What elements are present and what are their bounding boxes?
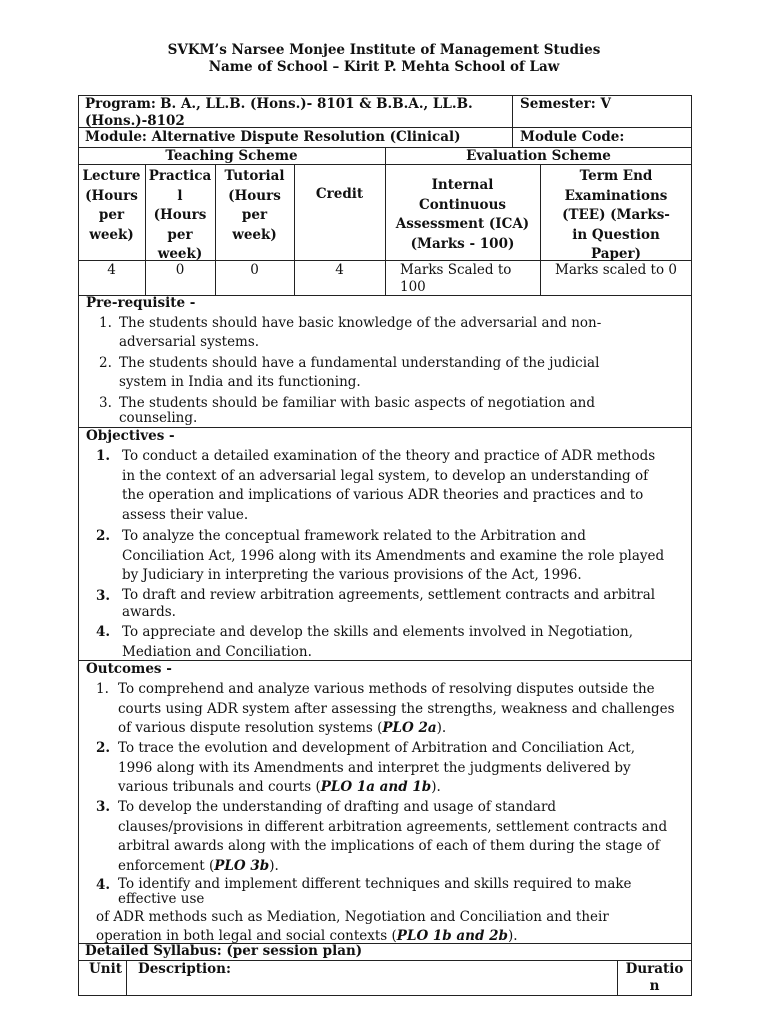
module-value: Alternative Dispute Resolution (Clinical) bbox=[151, 129, 461, 145]
ica-header: Internal Continuous Assessment (ICA) (Marks - 100) bbox=[395, 177, 530, 252]
list-item: 2. To trace the evolution and development of Arbitration and Conciliation Act, 1996 along with its Amendments and interpret the judgments delivered by various tribunals and courts (PLO 1a and 1b). bbox=[96, 740, 636, 796]
plo-tag: PLO 2a bbox=[382, 720, 437, 737]
plo-tag: PLO 3b bbox=[214, 857, 270, 874]
prerequisite-title: Pre-requisite - bbox=[86, 295, 196, 311]
module-code-label: Module Code: bbox=[520, 129, 625, 145]
practical-header: Practica l (Hours per week) bbox=[148, 168, 212, 262]
semester-cell bbox=[520, 96, 611, 113]
objectives-title: Objectives - bbox=[86, 428, 175, 444]
lecture-value: 4 bbox=[107, 262, 116, 278]
list-item: 3. To develop the understanding of drafting and usage of standard clauses/provisions in different arbitration agreements, settlement contracts and arbitral awards along with the implications of each of them during the stage of enforcement (PLO 3b). bbox=[96, 799, 668, 874]
institute-name: SVKM’s Narsee Monjee Institute of Management Studies bbox=[167, 42, 601, 58]
list-item: 2. To analyze the conceptual framework related to the Arbitration and Conciliation Act, 1996 along with its Amendments and examine the role played by Judiciary in interpreting the various provisions of the Act, 1996. bbox=[96, 528, 665, 584]
tee-value: Marks scaled to 0 bbox=[555, 262, 677, 278]
unit-header: Unit bbox=[89, 961, 122, 977]
module-cell bbox=[85, 129, 460, 146]
module-label: Module: bbox=[85, 129, 147, 145]
program-cell bbox=[85, 96, 505, 130]
plo-tag: PLO 1b and 2b bbox=[396, 928, 508, 944]
tee-header: Term End Examinations (TEE) (Marks- in Question Paper) bbox=[562, 168, 670, 262]
lecture-header: Lecture (Hours per week) bbox=[82, 168, 141, 243]
program-label: Program: bbox=[85, 96, 156, 112]
program-value: B. A., LL.B. (Hons.)- 8101 & B.B.A., LL.B. (Hons.)-8102 bbox=[85, 96, 473, 129]
ica-value: Marks Scaled to 100 bbox=[400, 262, 512, 295]
outcomes-title: Outcomes - bbox=[86, 661, 172, 677]
document-header bbox=[0, 42, 768, 76]
syllabus-title: Detailed Syllabus: (per session plan) bbox=[85, 943, 363, 959]
list-item: 2. The students should have a fundamental understanding of the judicial system in India and its functioning. bbox=[99, 355, 600, 390]
list-item: 1. The students should have basic knowledge of the adversarial and non- adversarial systems. bbox=[99, 315, 602, 350]
practical-value: 0 bbox=[175, 262, 185, 278]
prerequisite-list bbox=[99, 314, 644, 430]
tutorial-value: 0 bbox=[250, 262, 259, 278]
list-item: 4. To appreciate and develop the skills and elements involved in Negotiation, Mediation and Conciliation. bbox=[96, 624, 634, 660]
list-item: 1. To comprehend and analyze various methods of resolving disputes outside the courts using ADR system after assessing the strengths, weakness and challenges of various dispute resolution systems (PLO 2a). bbox=[96, 681, 675, 737]
objectives-list bbox=[96, 447, 690, 663]
teaching-scheme-heading: Teaching Scheme bbox=[165, 148, 298, 164]
plo-tag: PLO 1a and 1b bbox=[320, 779, 432, 796]
semester-label: Semester: bbox=[520, 96, 596, 112]
divider-unit bbox=[126, 960, 127, 996]
list-item: 4. To identify and implement different techniques and skills required to make effective use of ADR methods such as Mediation, Negotiation and Conciliation and their operation in both legal and social contexts (PLO 1b and 2b). bbox=[96, 876, 632, 944]
list-item: 3. The students should be familiar with basic aspects of negotiation and counseling. bbox=[99, 395, 595, 426]
credit-value: 4 bbox=[335, 262, 344, 278]
outcomes-list bbox=[96, 680, 690, 944]
duration-header: Duratio n bbox=[625, 961, 684, 994]
evaluation-scheme-heading: Evaluation Scheme bbox=[466, 148, 611, 164]
list-item: 1. To conduct a detailed examination of the theory and practice of ADR methods in the context of an adversarial legal system, to develop an understanding of the operation and implications of various ADR theories and practices and to assess their value. bbox=[96, 448, 656, 523]
description-header: Description: bbox=[138, 961, 231, 977]
divider-semester bbox=[512, 95, 513, 147]
credit-header: Credit bbox=[315, 186, 364, 202]
list-item: 3. To draft and review arbitration agreements, settlement contracts and arbitral awards. bbox=[96, 587, 656, 620]
tutorial-header: Tutorial (Hours per week) bbox=[224, 168, 285, 243]
school-name: Name of School – Kirit P. Mehta School of Law bbox=[208, 59, 560, 75]
semester-value: V bbox=[600, 96, 611, 112]
